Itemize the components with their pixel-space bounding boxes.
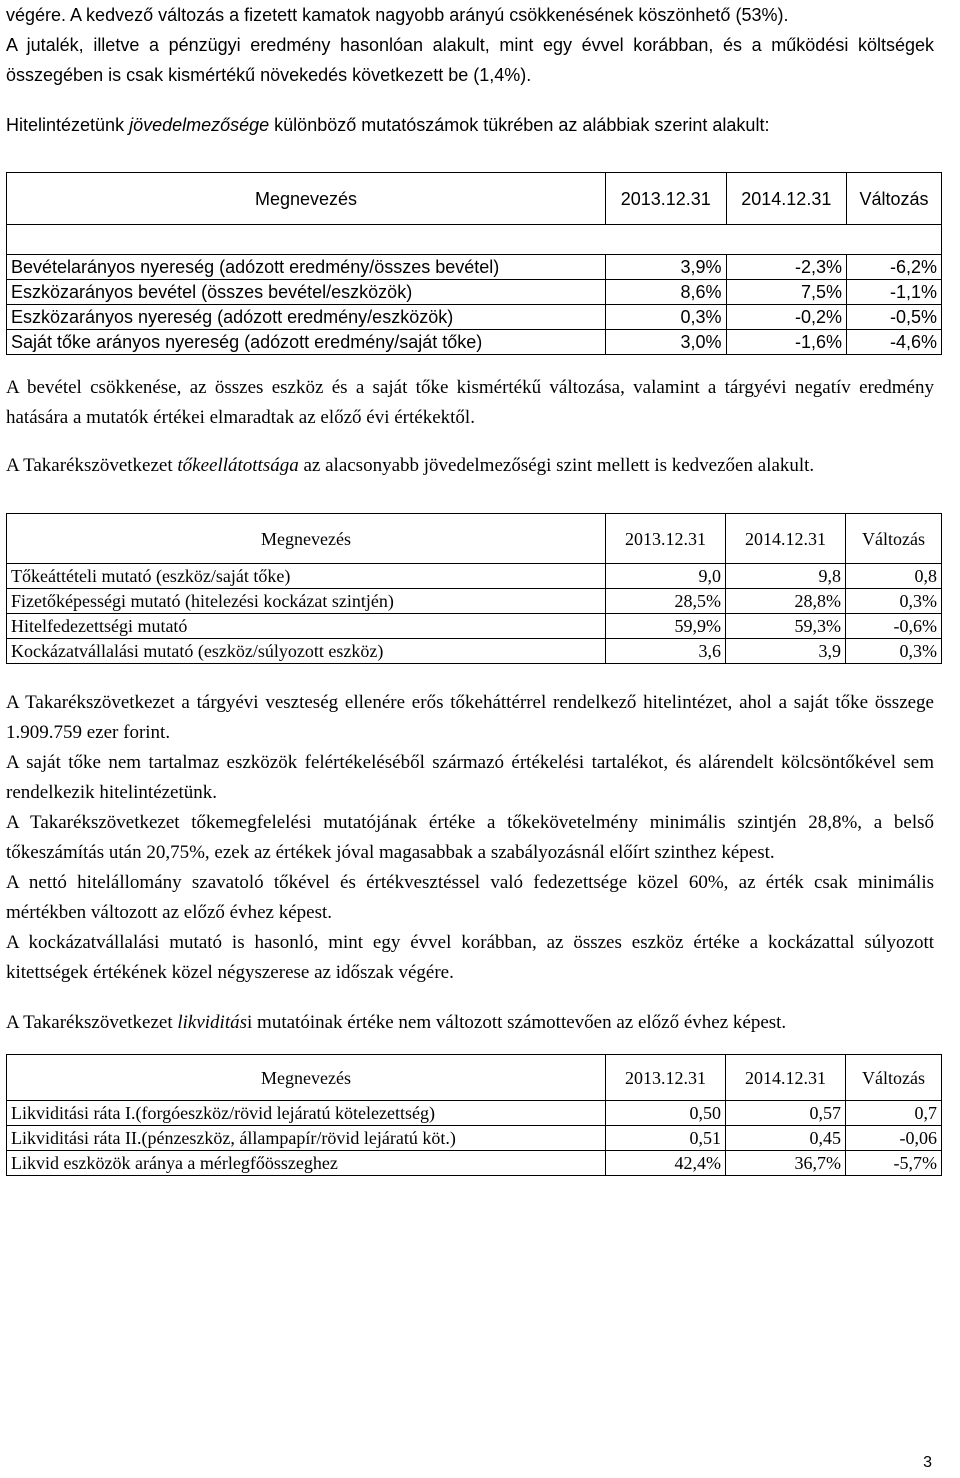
capital-emphasis: tőkeellátottsága — [177, 455, 299, 476]
row-2013: 3,6 — [606, 639, 726, 664]
row-2014: 36,7% — [726, 1151, 846, 1176]
row-2013: 3,0% — [606, 330, 727, 355]
table-row — [7, 564, 942, 589]
row-2013: 0,3% — [606, 305, 727, 330]
row-2014: 7,5% — [726, 280, 847, 305]
row-2014: -2,3% — [726, 255, 847, 280]
row-change: 0,8 — [846, 564, 942, 589]
header-change: Változás — [846, 1055, 942, 1101]
paragraph-liquidity — [6, 1008, 934, 1038]
row-name: Bevételarányos nyereség (adózott eredmény/összes bevétel) — [7, 255, 606, 280]
intro-p3-emphasis: jövedelmezősége — [129, 115, 270, 135]
row-name: Saját tőke arányos nyereség (adózott eredmény/saját tőke) — [7, 330, 606, 355]
row-change: -0,5% — [847, 305, 942, 330]
row-name: Eszközarányos nyereség (adózott eredmény/eszközök) — [7, 305, 606, 330]
row-2013: 42,4% — [606, 1151, 726, 1176]
row-name: Likvid eszközök aránya a mérlegfőösszeghez — [7, 1151, 606, 1176]
paragraph-capital-1: A Takarékszövetkezet a tárgyévi veszteség ellenére erős tőkeháttérrel rendelkező hitelintézet, ahol a saját tőke összege 1.909.759 ezer forint. — [6, 692, 934, 743]
row-change: -1,1% — [847, 280, 942, 305]
row-2014: -0,2% — [726, 305, 847, 330]
row-2014: 28,8% — [726, 589, 846, 614]
header-change: Változás — [847, 173, 942, 225]
intro-p3-end: különböző mutatószámok tükrében az alábbiak szerint alakult: — [269, 115, 770, 135]
row-name: Likviditási ráta II.(pénzeszköz, állampapír/rövid lejáratú köt.) — [7, 1126, 606, 1151]
row-2014: 0,57 — [726, 1101, 846, 1126]
table-header-row — [7, 1055, 942, 1101]
header-change: Változás — [846, 514, 942, 564]
intro-paragraph-2: A jutalék, illetve a pénzügyi eredmény hasonlóan alakult, mint egy évvel korábban, és a működési költségek összegében is csak kismértékű növekedés következett be (1,4%). — [6, 35, 934, 85]
row-2013: 0,50 — [606, 1101, 726, 1126]
row-name: Fizetőképességi mutató (hitelezési kockázat szintjén) — [7, 589, 606, 614]
row-2013: 9,0 — [606, 564, 726, 589]
intro-paragraph-1: végére. A kedvező változás a fizetett kamatok nagyobb arányú csökkenésének köszönhető (53%). — [6, 5, 789, 25]
header-2014: 2014.12.31 — [726, 173, 847, 225]
row-name: Kockázatvállalási mutató (eszköz/súlyozott eszköz) — [7, 639, 606, 664]
paragraph-capital — [6, 451, 934, 481]
paragraph-after-profitability: A bevétel csökkenése, az összes eszköz és a saját tőke kismértékű változása, valamint a tárgyévi negatív eredmény hatására a mutatók értékei elmaradtak az előző évi értékektől. — [6, 377, 934, 428]
row-change: -5,7% — [846, 1151, 942, 1176]
table-row — [7, 255, 942, 280]
profitability-table — [6, 172, 942, 355]
row-change: -0,06 — [846, 1126, 942, 1151]
row-change: 0,7 — [846, 1101, 942, 1126]
table-row — [7, 280, 942, 305]
table-spacer-row — [7, 225, 942, 255]
header-2014: 2014.12.31 — [726, 1055, 846, 1101]
table-row — [7, 1101, 942, 1126]
document-page — [6, 0, 937, 1176]
page-number: 3 — [923, 1454, 932, 1471]
table-row — [7, 614, 942, 639]
paragraph-capital-5: A kockázatvállalási mutató is hasonló, mint egy évvel korábban, az összes eszköz értéke a kockázattal súlyozott kitettségek értékének közel négyszerese az időszak végére. — [6, 932, 934, 983]
row-name: Eszközarányos bevétel (összes bevétel/eszközök) — [7, 280, 606, 305]
liquidity-table — [6, 1054, 942, 1176]
header-name: Megnevezés — [7, 173, 606, 225]
row-change: 0,3% — [846, 639, 942, 664]
paragraph-capital-4: A nettó hitelállomány szavatoló tőkével és értékvesztéssel való fedezettsége közel 60%, az érték csak minimális mértékben változott az előző évhez képest. — [6, 872, 934, 923]
row-change: -0,6% — [846, 614, 942, 639]
intro-paragraph-3 — [6, 110, 934, 140]
table-row — [7, 1151, 942, 1176]
row-name: Likviditási ráta I.(forgóeszköz/rövid lejáratú kötelezettség) — [7, 1101, 606, 1126]
header-name: Megnevezés — [7, 514, 606, 564]
row-name: Hitelfedezettségi mutató — [7, 614, 606, 639]
row-2014: 3,9 — [726, 639, 846, 664]
paragraph-capital-2: A saját tőke nem tartalmaz eszközök felértékeléséből származó értékelési tartalékot, és alárendelt kölcsöntőkével sem rendelkezik hitelintézetünk. — [6, 752, 934, 803]
row-name: Tőkeáttételi mutató (eszköz/saját tőke) — [7, 564, 606, 589]
table-header-row — [7, 514, 942, 564]
row-2013: 59,9% — [606, 614, 726, 639]
capital-end: az alacsonyabb jövedelmezőségi szint mellett is kedvezően alakult. — [298, 455, 815, 476]
row-2013: 3,9% — [606, 255, 727, 280]
row-2014: 0,45 — [726, 1126, 846, 1151]
header-2013: 2013.12.31 — [606, 173, 727, 225]
liquidity-emphasis: likviditás — [177, 1012, 248, 1033]
table-row — [7, 305, 942, 330]
row-2014: -1,6% — [726, 330, 847, 355]
row-change: -6,2% — [847, 255, 942, 280]
row-2014: 9,8 — [726, 564, 846, 589]
table-header-row — [7, 173, 942, 225]
header-2013: 2013.12.31 — [606, 514, 726, 564]
row-2014: 59,3% — [726, 614, 846, 639]
table-row — [7, 589, 942, 614]
table-row — [7, 330, 942, 355]
capital-start: A Takarékszövetkezet — [6, 455, 178, 476]
header-name: Megnevezés — [7, 1055, 606, 1101]
table-row — [7, 1126, 942, 1151]
row-change: -4,6% — [847, 330, 942, 355]
paragraph-capital-3: A Takarékszövetkezet tőkemegfelelési mutatójának értéke a tőkekövetelmény minimális szintjén 28,8%, a belső tőkeszámítás után 20,75%, ezek az értékek jóval magasabbak a szabályozásnál előírt szinthez képest. — [6, 812, 934, 863]
row-2013: 28,5% — [606, 589, 726, 614]
liquidity-start: A Takarékszövetkezet — [6, 1012, 178, 1033]
capital-table — [6, 513, 942, 664]
intro-p3-start: Hitelintézetünk — [6, 115, 130, 135]
table-row — [7, 639, 942, 664]
row-2013: 0,51 — [606, 1126, 726, 1151]
header-2013: 2013.12.31 — [606, 1055, 726, 1101]
liquidity-end: i mutatóinak értéke nem változott számottevően az előző évhez képest. — [247, 1012, 787, 1033]
row-change: 0,3% — [846, 589, 942, 614]
header-2014: 2014.12.31 — [726, 514, 846, 564]
row-2013: 8,6% — [606, 280, 727, 305]
